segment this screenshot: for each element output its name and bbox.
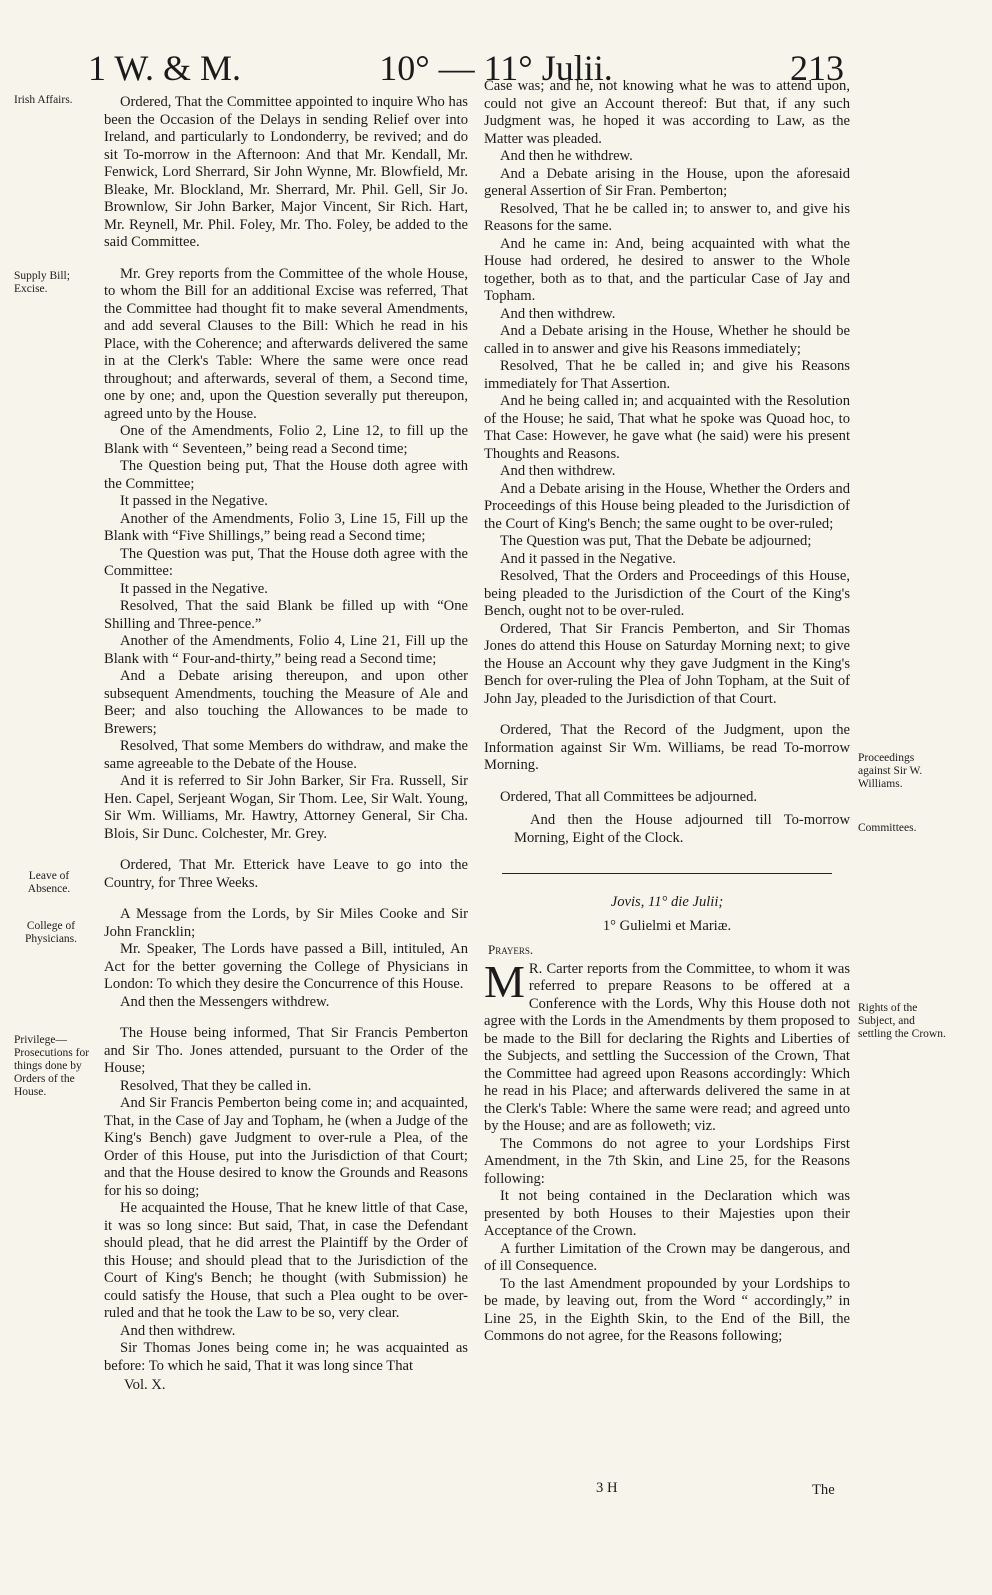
paragraph: The House being informed, That Sir Francis Pemberton and Sir Tho. Jones attended, pursuant to the Order of the House; [104,1025,468,1076]
paragraph: Resolved, That they be called in. [120,1077,312,1094]
catchword: The [812,1482,835,1498]
paragraph: Sir Thomas Jones being come in; he was acquainted as before: To which he said, That it was long since That [104,1340,468,1374]
paragraph: And he being called in; and acquainted with the Resolution of the House; he said, That what he spoke was Quoad hoc, to That Case: However, he gave what (he said) were his present Thoughts and Reasons. [484,393,850,462]
paragraph: Resolved, That he be called in; to answer to, and give his Reasons for the same. [484,200,850,234]
left-column [104,94,468,1395]
paragraph: It passed in the Negative. [120,493,268,509]
paragraph: The Question was put, That the House doth agree with the Committee: [104,545,468,579]
paragraph: Case was; and he, not knowing what he was to attend upon, could not give an Account thereof: But that, if any such Judgment was, he hoped it was according to Law, as the Matter was pleaded. [484,78,850,147]
margin-note-irish-affairs: Irish Affairs. [14,94,73,106]
paragraph: Resolved, That the said Blank be filled up with “One Shilling and Three-pence.” [104,598,468,632]
paragraph: Ordered, That Mr. Etterick have Leave to go into the Country, for Three Weeks. [104,857,468,891]
paragraph-text: R. Carter reports from the Committee, to whom it was referred to prepare Reasons to be offered at a Conference with the Lords, Why this House doth not agree with the Lords in the Amendments by them proposed to be made to the Bill for declaring the Rights and Liberties of the Subjects, and settling the Succession of the Crown, That the Committee had agreed upon Reasons accordingly: Which he read in his Place; and afterwards delivered the same in at the Clerk's Table: Where the same were read; and agreed unto by the House; and are as followeth; viz. [484,960,850,1134]
margin-note-supply-bill: Supply Bill; Excise. [14,270,70,295]
margin-note-committees: Committees. [858,822,917,834]
section-divider [502,873,832,874]
paragraph: And a Debate arising in the House, Whether he should be called in to answer and give his Reasons immediately; [484,323,850,357]
paragraph: Another of the Amendments, Folio 4, Line 21, Fill up the Blank with “ Four-and-thirty,” being read a Second time; [104,633,468,667]
paragraph: One of the Amendments, Folio 2, Line 12, to fill up the Blank with “ Seventeen,” being read a Second time; [104,423,468,457]
margin-note-privilege: Privilege— Prosecutions for things done by Orders of the House. [14,1034,90,1098]
paragraph: And a Debate arising in the House, Whether the Orders and Proceedings of this House being pleaded to the Jurisdiction of the Court of King's Bench; the same ought to be over-ruled; [484,480,850,532]
header-regnal-year: 1 W. & M. [88,48,242,88]
paragraph: A Message from the Lords, by Sir Miles Cooke and Sir John Francklin; [104,906,468,940]
paragraph: Mr. Grey reports from the Committee of the whole House, to whom the Bill for an additional Excise was referred, That the Committee had thought fit to make several Amendments, and add several Clauses to the Bill: Which he read in his Place, with the Coherence; and afterwards delivered the same in at the Clerk's Table: Where the same were once read throughout; and afterwards, several of them, a Second time, one by one; and, upon the Question severally put thereupon, agreed unto by the House. [104,265,468,422]
drop-capital: M [484,955,525,1007]
header-date: 10° — 11° Julii. [379,48,613,88]
regnal-heading: 1° Gulielmi et Mariæ. [602,917,732,934]
paragraph: Resolved, That some Members do withdraw, and make the same agreeable to the Debate of the House. [104,738,468,772]
prayers-heading: Prayers. [488,942,534,957]
paragraph: To the last Amendment propounded by your Lordships to be made, by leaving out, from the Word “ accordingly,” in Line 25, in the Eighth Skin, to the End of the Bill, the Commons do not agree, for the Reasons following; [484,1275,850,1344]
paragraph: And then he withdrew. [500,148,633,164]
paragraph: Another of the Amendments, Folio 3, Line 15, Fill up the Blank with “Five Shillings,” being read a Second time; [104,510,468,544]
paragraph: And then withdrew. [500,305,616,322]
paragraph: Mr. Speaker, The Lords have passed a Bill, intituled, An Act for the better governing the College of Physicians in London: To which they desire the Concurrence of this House. [104,941,468,992]
paragraph: A further Limitation of the Crown may be dangerous, and of ill Consequence. [484,1240,850,1274]
volume-signature: Vol. X. [124,1377,166,1393]
paragraph: The Commons do not agree to your Lordships First Amendment, in the 7th Skin, and Line 25, for the Reasons following: [484,1135,850,1187]
margin-note-leave-absence: Leave of Absence. [27,870,71,895]
paragraph: Ordered, That the Committee appointed to inquire Who has been the Occasion of the Delays in sending Relief over into Ireland, and particularly to Londonderry, be revived; and do sit To-morrow in the Afternoon: And that Mr. Kendall, Mr. Fenwick, Lord Sherrard, Sir John Wynne, Mr. Blowfield, Mr. Bleake, Mr. Blockland, Mr. Sherrard, Mr. Phil. Gell, Sir Jo. Brownlow, Sir John Barker, Major Vincent, Sir Rich. Hart, Mr. Reynell, Mr. Phil. Foley, Mr. Tho. Foley, be added to the said Committee. [104,94,468,250]
paragraph [484,955,850,1136]
paragraph: He acquainted the House, That he knew little of that Case, it was so long since: But said, That, in case the Defendant should plead, that he did arrest the Plaintiff by the Order of this House; and should plead that to the Jurisdiction of the Court of King's Bench; he thought (with Submission) he could satisfy the House, that such a Plea ought to be over-ruled and that he took the Law to be so, very clear. [104,1200,468,1321]
paragraph: And a Debate arising in the House, upon the aforesaid general Assertion of Sir Fran. Pemberton; [484,165,850,199]
paragraph: The Question being put, That the House doth agree with the Committee; [104,458,468,492]
paragraph: And it is referred to Sir John Barker, Sir Fra. Russell, Sir Hen. Capel, Serjeant Wogan, Sir Thom. Lee, Sir Walt. Young, Sir Wm. Williams, Mr. Hawtry, Attorney General, Sir Cha. Blois, Sir Dunc. Colchester, Mr. Grey. [104,773,468,842]
paragraph: The Question was put, That the Debate be adjourned; [500,533,812,549]
paragraph: Ordered, That the Record of the Judgment, upon the Information against Sir Wm. Williams, be read To-morrow Morning. [484,722,850,773]
right-column [484,78,850,1346]
paragraph: Resolved, That he be called in; and give his Reasons immediately for That Assertion. [484,358,850,392]
margin-note-college-physicians: College of Physicians. [24,920,78,945]
signature-mark: 3 H [596,1480,618,1496]
day-heading: Jovis, 11° die Julii; [610,894,724,910]
paragraph: Ordered, That all Committees be adjourned. [500,788,758,805]
paragraph: Resolved, That the Orders and Proceedings of this House, being pleaded to the Jurisdiction of the Court of the King's Bench, ought not to be over-ruled. [484,568,850,619]
paragraph: And then the House adjourned till To-morrow Morning, Eight of the Clock. [514,812,850,846]
paragraph: And then withdrew. [500,463,616,479]
page-number: 213 [790,48,844,88]
paragraph: It not being contained in the Declaration which was presented by both Houses to their Majesties upon their Acceptance of the Crown. [484,1188,850,1239]
paragraph: And then withdrew. [120,1322,236,1339]
paragraph: And he came in: And, being acquainted with what the House had ordered, he desired to answer to the Whole together, both as to that, and the particular Case of Jay and Topham. [484,235,850,304]
paragraph: And then the Messengers withdrew. [120,993,330,1010]
paragraph: And Sir Francis Pemberton being come in; and acquainted, That, in the Case of Jay and Topham, he (when a Judge of the King's Bench) gave Judgment to over-rule a Plea, of the Order of this House, put into the Jurisdiction of that Court; and that the House desired to know the Grounds and Reasons for his so doing; [104,1095,468,1199]
paragraph: Ordered, That Sir Francis Pemberton, and Sir Thomas Jones do attend this House on Saturday Morning next; to give the House an Account why they gave Judgment in the King's Bench for over-ruling the Plea of John Topham, at the Suit of John Jay, pleaded to the Jurisdiction of that Court. [484,620,850,707]
margin-note-rights-subject: Rights of the Subject, and settling the Crown. [858,1002,946,1040]
paragraph: And it passed in the Negative. [500,550,676,567]
margin-note-proceedings-williams: Proceedings against Sir W. Williams. [858,752,923,790]
paragraph: And a Debate arising thereupon, and upon other subsequent Amendments, touching the Measure of Ale and Beer; and also touching the Allowances to be made to Brewers; [104,668,468,737]
paragraph: It passed in the Negative. [120,580,268,597]
